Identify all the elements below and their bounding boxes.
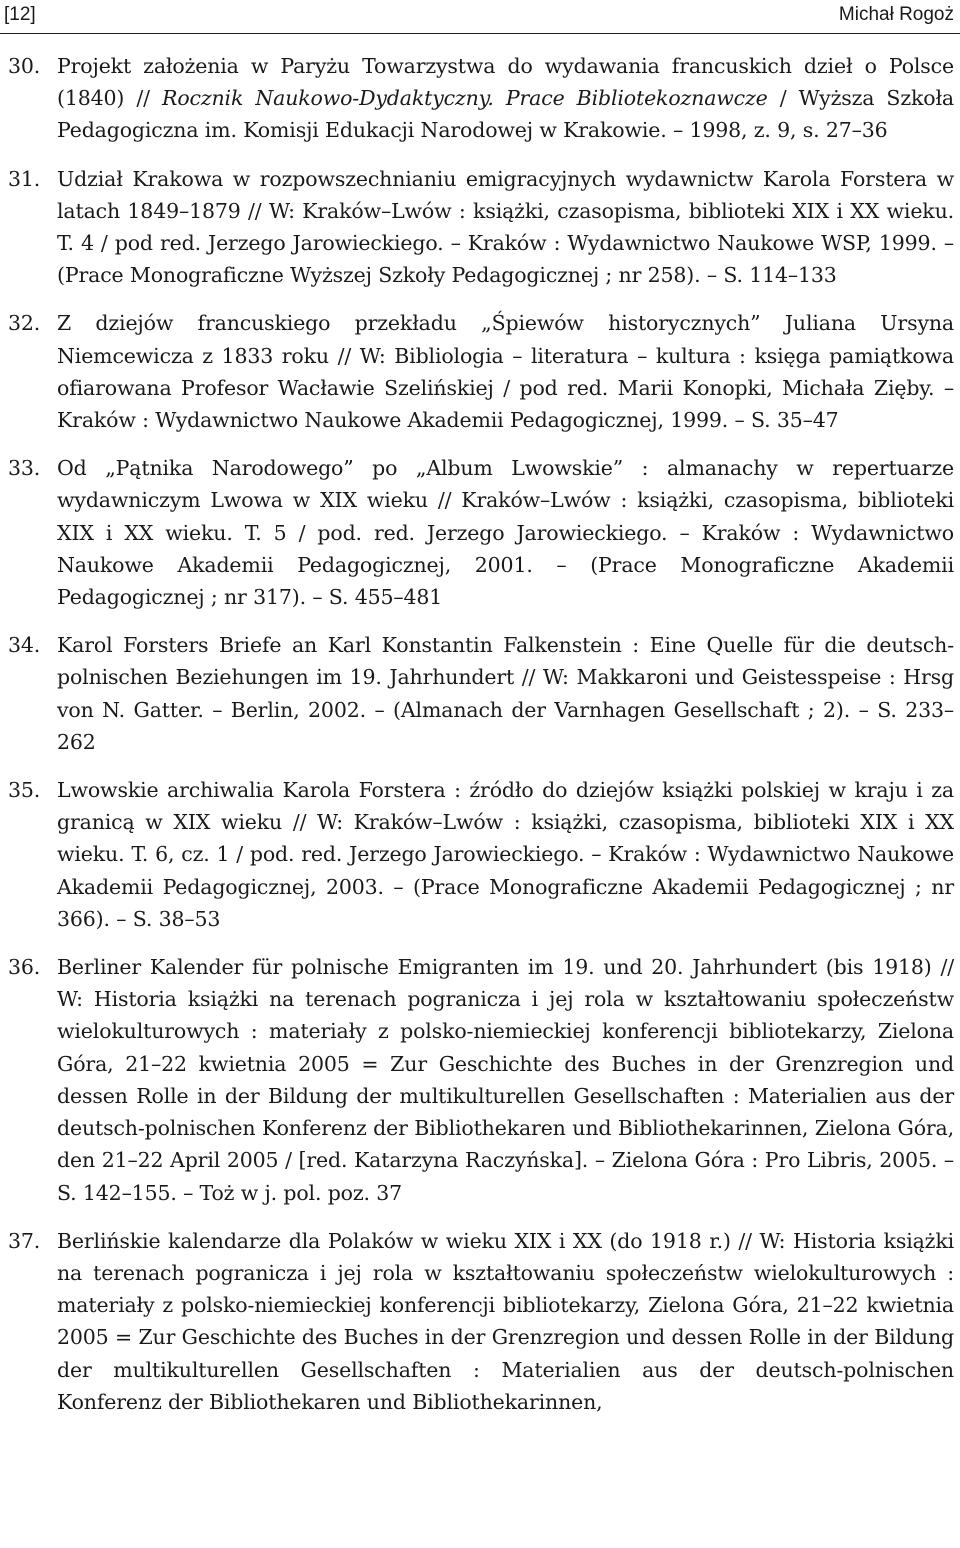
entry-text-segment: Karol Forsters Briefe an Karl Konstantin Falkenstein : Eine Quelle für die deutsch-polnischen Beziehungen im 19. Jahrhundert // W: Makkaroni und Geistesspeise : Hrsg von N. Gatter. – Berlin, 2002. – (Almanach der Varnhagen Gesellschaft ; 2). – S. 233–262 — [57, 633, 954, 754]
entry-text-segment: Od „Pątnika Narodowego” po „Album Lwowskie” : almanachy w repertuarze wydawniczym Lwowa w XIX wieku // Kraków–Lwów : książki, czasopisma, biblioteki XIX i XX wieku. T. 5 / pod. red. Jerzego Jarowieckiego. – Kraków : Wydawnictwo Naukowe Akademii Pedagogicznej, 2001. – (Prace Monograficzne Akademii Pedagogicznej ; nr 317). – S. 455–481 — [57, 456, 954, 610]
bibliography-entry — [0, 307, 960, 436]
bibliography-entry — [0, 163, 960, 292]
entry-text-segment: Projekt założenia w Paryżu Towarzystwa do wydawania francuskich dzieł o Polsce (1840) // — [57, 54, 954, 111]
bibliography-entry — [0, 50, 960, 147]
entry-text-segment: Lwowskie archiwalia Karola Forstera : źródło do dziejów książki polskiej w kraju i za granicą w XIX wieku // W: Kraków–Lwów : książki, czasopisma, biblioteki XIX i XX wieku. T. 6, cz. 1 / pod. red. Jerzego Jarowieckiego. – Kraków : Wydawnictwo Naukowe Akademii Pedagogicznej, 2003. – (Prace Monograficzne Akademii Pedagogicznej ; nr 366). – S. 38–53 — [57, 778, 954, 931]
entry-text — [57, 452, 954, 613]
bibliography-entry — [0, 452, 960, 613]
entry-number: 30. — [8, 54, 41, 78]
page-number: [12] — [4, 4, 36, 25]
entry-number: 35. — [8, 778, 41, 803]
entry-text-segment: / Wyższa Szkoła Pedagogiczna im. Komisji Edukacji Narodowej w Krakowie. – 1998, z. 9, s. 27–36 — [57, 86, 955, 143]
entry-number: 32. — [8, 311, 41, 336]
entry-text — [57, 163, 954, 292]
entry-text-segment: Berliner Kalender für polnische Emigranten im 19. und 20. Jahrhundert (bis 1918) // W: Historia książki na terenach pogranicza i jej rola w kształtowaniu społeczeństw wielokulturowych : materiały z polsko-niemieckiej konferencji bibliotekarzy, Zielona Góra, 21–22 kwietnia 2005 = Zur Geschichte des Buches in der Grenzregion und dessen Rolle in der Bildung der multikulturellen Gesellschaften : Materialien aus der deutsch-polnischen Konferenz der Bibliothekaren und Bibliothekarinnen, Zielona Góra, den 21–22 April 2005 / [red. Katarzyna Raczyńska]. – Zielona Góra : Pro Libris, 2005. – S. 142–155. – Toż w j. pol. poz. 37 — [57, 955, 954, 1205]
entry-text — [57, 307, 954, 436]
bibliography-entry — [0, 629, 960, 758]
header-rule — [0, 33, 960, 34]
entry-text — [57, 1225, 954, 1418]
entry-text — [57, 629, 954, 758]
entry-text-segment: Z dziejów francuskiego przekładu „Śpiewów historycznych” Juliana Ursyna Niemcewicza z 1833 roku // W: Bibliologia – literatura – kultura : księga pamiątkowa ofiarowana Profesor Wacławie Szelińskiej / pod red. Marii Konopki, Michała Zięby. – Kraków : Wydawnictwo Naukowe Akademii Pedagogicznej, 1999. – S. 35–47 — [57, 311, 954, 433]
entry-text — [57, 774, 954, 935]
entry-text-segment: Udział Krakowa w rozpowszechnianiu emigracyjnych wydawnictw Karola Forstera w latach 1849–1879 // W: Kraków–Lwów : książki, czasopisma, biblioteki XIX i XX wieku. T. 4 / pod red. Jerzego Jarowieckiego. – Kraków : Wydawnictwo Naukowe WSP, 1999. – (Prace Monograficzne Wyższej Szkoły Pedagogicznej ; nr 258). – S. 114–133 — [57, 166, 954, 288]
entry-text — [57, 951, 954, 1209]
bibliography-entry — [0, 774, 960, 935]
entry-text-segment: Berlińskie kalendarze dla Polaków w wieku XIX i XX (do 1918 r.) // W: Historia książki na terenach pogranicza i jej rola w kształtowaniu społeczeństw wielokulturowych : materiały z polsko-niemieckiej konferencji bibliotekarzy, Zielona Góra, 21–22 kwietnia 2005 = Zur Geschichte des Buches in der Grenzregion und dessen Rolle in der Bildung der multikulturellen Gesellschaften : Materialien aus der deutsch-polnischen Konferenz der Bibliothekaren und Bibliothekarinnen, — [57, 1228, 954, 1414]
bibliography-entry — [0, 951, 960, 1209]
running-author: Michał Rogoż — [838, 4, 954, 25]
entry-italic-title: Rocznik Naukowo-Dydaktyczny. Prace Bibliotekoznawcze — [162, 86, 768, 111]
entry-number: 31. — [8, 166, 41, 191]
entry-number: 36. — [8, 955, 41, 980]
entry-number: 33. — [8, 456, 41, 481]
entry-number: 34. — [8, 633, 41, 658]
entry-number: 37. — [8, 1228, 41, 1253]
page-header — [0, 0, 960, 34]
entry-text — [57, 50, 954, 147]
bibliography-list — [0, 50, 960, 1434]
bibliography-entry — [0, 1225, 960, 1418]
